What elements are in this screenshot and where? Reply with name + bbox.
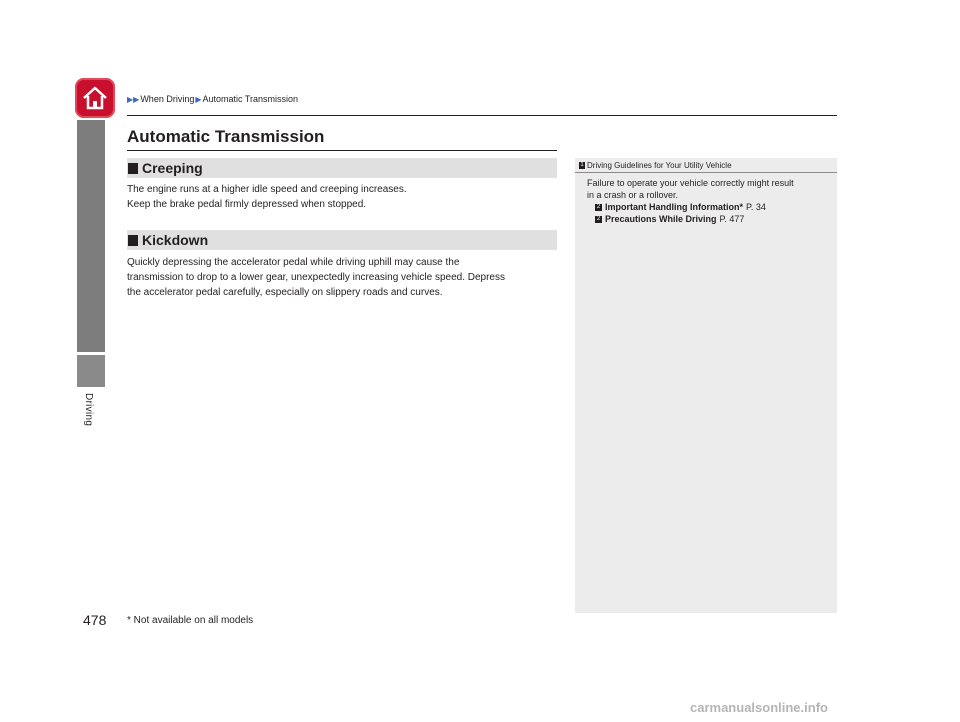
kickdown-body (127, 255, 577, 300)
reference-arrow-icon: 2 (596, 215, 601, 222)
paragraph-line: the accelerator pedal carefully, especially on slippery roads and curves. (127, 287, 443, 298)
chapter-tab-label[interactable]: Driving (83, 393, 94, 427)
paragraph-line: Quickly depressing the accelerator pedal while driving uphill may cause the (127, 257, 460, 268)
section-heading-kickdown (127, 230, 557, 250)
section-heading-creeping (127, 158, 557, 178)
section-square-icon (128, 235, 138, 246)
reference-link-important-handling[interactable] (587, 201, 825, 213)
breadcrumb-arrow-icon: ▶▶ (127, 94, 140, 104)
breadcrumb (127, 94, 298, 104)
sidebar-note-title: Driving Guidelines for Your Utility Vehicle (587, 161, 732, 170)
page-number: 478 (83, 612, 107, 628)
side-tab-block-upper (77, 120, 105, 352)
breadcrumb-arrow-icon: ▶ (195, 94, 202, 104)
paragraph-line: The engine runs at a higher idle speed and creeping increases. (127, 184, 407, 195)
sidebar-note-body (575, 173, 837, 229)
reference-label: Important Handling Information* (605, 202, 744, 212)
home-button[interactable] (75, 78, 115, 118)
page-title: Automatic Transmission (127, 127, 325, 146)
reference-label: Precautions While Driving (605, 214, 717, 224)
note-marker-icon: 1 (580, 162, 584, 168)
watermark: carmanualsonline.info (690, 700, 828, 715)
section-square-icon (128, 163, 138, 174)
section-heading-label: Creeping (142, 160, 203, 176)
home-icon (82, 86, 108, 110)
sidebar-line: in a crash or a rollover. (587, 190, 679, 200)
reference-page: P. 477 (719, 214, 745, 224)
footnote: * Not available on all models (127, 615, 254, 626)
section-heading-label: Kickdown (142, 232, 209, 248)
header-rule (127, 115, 837, 116)
sidebar-note (575, 158, 837, 613)
reference-arrow-icon: 2 (596, 203, 601, 210)
reference-page: P. 34 (746, 202, 766, 212)
paragraph-line: Keep the brake pedal firmly depressed when stopped. (127, 199, 367, 210)
title-rule (127, 150, 557, 151)
sidebar-note-header (575, 158, 837, 173)
reference-link-precautions-while-driving[interactable] (587, 213, 825, 225)
creeping-body (127, 182, 567, 212)
side-tab-block-middle (77, 355, 105, 387)
breadcrumb-item-when-driving[interactable]: When Driving (140, 94, 195, 104)
sidebar-line: Failure to operate your vehicle correctly might result (587, 178, 794, 188)
breadcrumb-item-automatic-transmission[interactable]: Automatic Transmission (202, 94, 299, 104)
paragraph-line: transmission to drop to a lower gear, unexpectedly increasing vehicle speed. Depress (127, 272, 505, 283)
